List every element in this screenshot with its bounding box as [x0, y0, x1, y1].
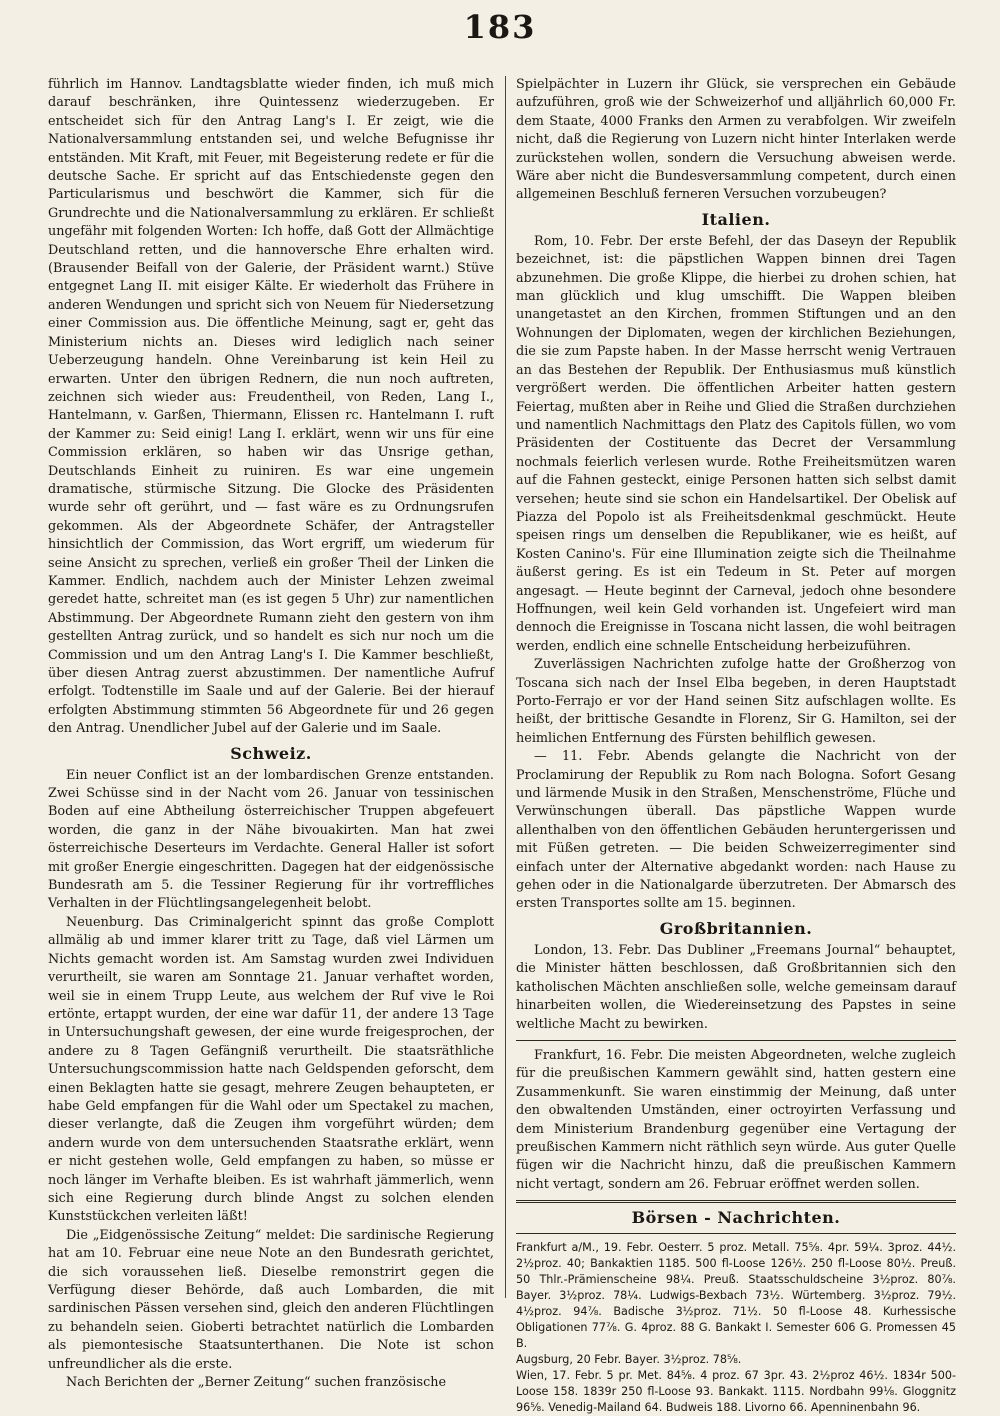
- paragraph: Ein neuer Conflict ist an der lombardischen Grenze entstanden. Zwei Schüsse sind in der Nacht vom 26. Januar von tessinischen Boden auf eine Abtheilung österreichischer Truppen abgefeuert worden, die ganz in der Nähe bivouakirten. Man hat zwei österreichische Deserteurs im Verdachte. General Haller ist sofort mit großer Energie eingeschritten. Dagegen hat der eidgenössische Bundesrath am 5. die Tessiner Regierung für ihr vortreffliches Verhalten in der Flüchtlingsangelegenheit belobt.: [48, 767, 494, 912]
- market-report: Wien, 17. Febr. 5 pr. Met. 84⅝. 4 proz. 67 3pr. 43. 2½proz 46½. 1834r 500-Loose 158. 1839r 250 fl-Loose 93. Bankakt. 1115. Nordbahn 99⅛. Gloggnitz 96⅝. Venedig-Mailand 64. Budweis 188. Livorno 66. Apenninenbahn 96.: [516, 1369, 956, 1415]
- section-heading-italien: Italien.: [701, 209, 771, 229]
- paragraph: London, 13. Febr. Das Dubliner „Freemans Journal“ behauptet, die Minister hätten beschlossen, daß Großbritannien sich den katholischen Mächten anschließen solle, welche gemeinsam darauf hinarbeiten wollen, die Wiedereinsetzung des Papstes in seine weltliche Macht zu bewirken.: [516, 942, 956, 1032]
- paragraph: Nach Berichten der „Berner Zeitung“ suchen französische: [66, 1375, 447, 1391]
- market-report: Augsburg, 20 Febr. Bayer. 3½proz. 78⅝.: [516, 1353, 742, 1367]
- divider-rule: [516, 1233, 956, 1234]
- right-column: [516, 76, 956, 1415]
- divider-double-rule: [516, 1200, 956, 1203]
- boersen-section: [516, 1240, 956, 1416]
- paragraph: — 11. Febr. Abends gelangte die Nachricht von der Proclamirung der Republik zu Rom nach Bologna. Sofort Gesang und lärmende Musik in den Straßen, Menschenströme, Flüche und Verwünschungen überall. Das päpstliche Wappen wurde allenthalben von den öffentlichen Gebäuden heruntergerissen und mit Füßen getreten. — Die beiden Schweizerregimenter sind einfach unter der Alternative abgedankt worden: nach Hause zu gehen oder in die Nationalgarde überzutreten. Der Abmarsch des ersten Transportes sollte am 15. beginnen.: [516, 749, 956, 912]
- paragraph: Spielpächter in Luzern ihr Glück, sie versprechen ein Gebäude aufzuführen, groß wie der Schweizerhof und alljährlich 60,000 Fr. dem Staate, 4000 Franks den Armen zu verabfolgen. Wir zweifeln nicht, daß die Regierung von Luzern nicht hinter Interlaken werde zurückstehen wollen, sondern die Versuchung abweisen werde. Wäre aber nicht die Bundesversammlung competent, durch einen allgemeinen Beschluß ferneren Versuchen vorzubeugen?: [516, 77, 956, 203]
- page-number: 183: [463, 8, 537, 46]
- section-heading-grossbritannien: Großbritannien.: [659, 918, 813, 938]
- paragraph: Neuenburg. Das Criminalgericht spinnt das große Complott allmälig ab und immer klarer tritt zu Tage, daß viel Lärmen um Nichts gemacht worden ist. Am Samstag wurden zwei Individuen verurtheilt, sie waren am Sonntage 21. Januar verhaftet worden, weil sie in einem Trupp Leute, aus welchem der Ruf vive le Roi ertönte, ertappt wurden, der eine war dafür 11, der andere 13 Tage in Untersuchungshaft gewesen, der eine wurde freigesprochen, der andere zu 8 Tagen Gefängniß verurtheilt. Die staatsräthliche Untersuchungscommission hatte nach Geldspenden geforscht, dem einen Beklagten hatte sie gesagt, mehrere Zeugen behaupteten, er habe Geld empfangen für die Wahl oder um Spectakel zu machen, dieser verlangte, daß die Zeugen ihm vorgeführt würden; dem andern wurde von dem untersuchenden Staatsrathe erklärt, wenn er nicht gestehen wolle, Geld empfangen zu haben, so müsse er noch länger im Verhafte bleiben. Es ist wahrhaft jämmerlich, wenn sich eine Regierung durch blinde Angst zu solchen elenden Kunststückchen verleiten läßt!: [48, 914, 494, 1225]
- schweiz-section: [48, 767, 494, 1393]
- paragraph: Zuverlässigen Nachrichten zufolge hatte der Großherzog von Toscana sich nach der Insel Elba begeben, in deren Hauptstadt Porto-Ferrajo er vor der Hand seinen Sitz aufschlagen wollte. Es heißt, der brittische Gesandte in Florenz, Sir G. Hamilton, sei der heimlichen Entfernung des Fürsten behilflich gewesen.: [516, 657, 956, 746]
- hannover-report: [48, 76, 494, 739]
- section-heading-schweiz: Schweiz.: [230, 743, 312, 763]
- column-divider: [505, 76, 506, 1298]
- paragraph: Rom, 10. Febr. Der erste Befehl, der das Daseyn der Republik bezeichnet, ist: die päpstlichen Wappen binnen drei Tagen abzunehmen. Die große Klippe, die hierbei zu drohen schien, hat man glücklich und klug umschifft. Die Wappen bleiben unangetastet an den Kirchen, frommen Stiftungen und an den Wohnungen der Diplomaten, wegen der kirchlichen Beziehungen, die sie zum Papste haben. In der Masse herrscht wenig Vertrauen an das Bestehen der Republik. Der Enthusiasmus muß künstlich vergrößert werden. Die öffentlichen Arbeiter hatten gestern Feiertag, mußten aber in Reihe und Glied die Straßen durchziehen und namentlich Nachmittags den Platz des Capitols füllen, wo vom Präsidenten der Costituente das Decret der Versammlung nochmals feierlich verlesen wurde. Rothe Freiheitsmützen waren auf die Fahnen gesteckt, einige Personen hatten sich selbst damit versehen; heute sind sie schon ein Handelsartikel. Der Obelisk auf Piazza del Popolo ist als Freiheitsdenkmal geschmückt. Heute speisen rings um denselben die Republikaner, wie es heißt, auf Kosten Canino's. Für eine Illumination zeigte sich die Theilnahme äußerst gering. Es ist ein Tedeum in St. Peter auf morgen angesagt. — Heute beginnt der Carneval, jedoch ohne besondere Hoffnungen, weil kein Geld vorhanden ist. Ungefeiert wird man dennoch die Ereignisse in Toscana nicht lassen, die wohl beitragen werden, endlich eine schnelle Entscheidung herbeizuführen.: [516, 233, 956, 654]
- left-column: [48, 76, 494, 1391]
- frankfurt-section: [516, 1047, 956, 1194]
- italien-section: [516, 233, 956, 914]
- paragraph: Die „Eidgenössische Zeitung“ meldet: Die sardinische Regierung hat am 10. Februar eine neue Note an den Bundesrath gerichtet, die sich voraussehen ließ. Dieselbe remonstrirt gegen die Verfügung dieser Behörde, daß auch Lombarden, die mit sardinischen Pässen versehen sind, gleich den anderen Flüchtlingen zu behandeln seien. Gioberti betrachtet natürlich die Lombarden als piemontesische Staatsunterthanen. Die Note ist schon unfreundlicher als die erste.: [48, 1227, 494, 1372]
- grossbritannien-section: [516, 942, 956, 1034]
- paragraph: Frankfurt, 16. Febr. Die meisten Abgeordneten, welche zugleich für die preußischen Kammern gewählt sind, hatten gestern eine Zusammenkunft. Sie waren einstimmig der Meinung, daß unter den obwaltenden Umständen, einer octroyirten Verfassung und dem Ministerium Brandenburg gegenüber eine Vertagung der preußischen Kammern nicht räthlich seyn würde. Aus guter Quelle fügen wir die Nachricht hinzu, daß die preußischen Kammern nicht vertagt, sondern am 26. Februar eröffnet werden sollen.: [516, 1047, 956, 1192]
- section-heading-boersen: Börsen - Nachrichten.: [631, 1208, 841, 1228]
- market-report: Frankfurt a/M., 19. Febr. Oesterr. 5 proz. Metall. 75⅝. 4pr. 59¼. 3proz. 44½. 2½proz. 40; Bankaktien 1185. 500 fl-Loose 126½. 250 fl-Loose 80½. Preuß. 50 Thlr.-Prämienscheine 98¼. Preuß. Staatsschuldscheine 3½proz. 80⅞. Bayer. 3½proz. 78¼. Ludwigs-Bexbach 73½. Würtemberg. 3½proz. 79½. 4½proz. 94⅞. Badische 3½proz. 71½. 50 fl-Loose 48. Kurhessische Obligationen 77⅞. G. 4proz. 88 G. Bankakt I. Semester 606 G. Promessen 45 B.: [516, 1241, 956, 1351]
- divider-rule: [516, 1040, 956, 1041]
- paragraph: führlich im Hannov. Landtagsblatte wieder finden, ich muß mich darauf beschränken, ihre Quintessenz wiederzugeben. Er entscheidet sich für den Antrag Lang's I. Er zeigt, wie die Nationalversammlung entstanden sei, und welche Befugnisse ihr entständen. Mit Kraft, mit Feuer, mit Begeisterung redete er für die deutsche Sache. Er spricht auf das Entschiedenste gegen den Particularismus und beschwört die Kammer, sich für die Grundrechte und die Nationalversammlung zu erklären. Er schließt ungefähr mit folgenden Worten: Ich hoffe, daß Gott der Allmächtige Deutschland retten, und die hannoversche Ehre erhalten wird. (Brausender Beifall von der Galerie, der Präsident warnt.) Stüve entgegnet Lang II. mit eisiger Kälte. Er wiederholt das Frühere in anderen Wendungen und spricht sich von Neuem für Niedersetzung einer Commission aus. Die öffentliche Meinung, sagt er, geht das Ministerium nichts an. Dieses wird lediglich nach seiner Ueberzeugung handeln. Ohne Vereinbarung ist kein Heil zu erwarten. Unter den übrigen Rednern, die nun noch auftreten, zeichnen sich wieder aus: Freudentheil, von Reden, Lang I., Hantelmann, v. Garßen, Thiermann, Elissen rc. Hantelmann I. ruft der Kammer zu: Seid einig! Lang I. erklärt, wenn wir uns für eine Commission erklären, so haben wir das Unsrige gethan, Deutschlands Einheit zu ruiniren. Es war eine ungemein dramatische, stürmische Sitzung. Die Glocke des Präsidenten wurde sehr oft gerührt, und — fast wäre es zu Ordnungsrufen gekommen. Als der Abgeordnete Schäfer, der Antragsteller hinsichtlich der Commission, das Wort ergriff, um wiederum für seine Ansicht zu sprechen, verließ ein großer Theil der Linken die Kammer. Endlich, nachdem auch der Minister Lehzen zweimal geredet hatte, schreitet man (es ist gegen 5 Uhr) zur namentlichen Abstimmung. Der Abgeordnete Rumann zieht den gestern von ihm gestellten Antrag zurück, und so handelt es sich nur noch um die Commission und um den Antrag Lang's I. Die Kammer beschließt, über diesen Antrag zuerst abzustimmen. Der namentliche Aufruf erfolgt. Todtenstille im Saale und auf der Galerie. Bei der hierauf erfolgten Abstimmung stimmten 56 Abgeordnete für und 26 gegen den Antrag. Unendlicher Jubel auf der Galerie und im Saale.: [48, 77, 494, 737]
